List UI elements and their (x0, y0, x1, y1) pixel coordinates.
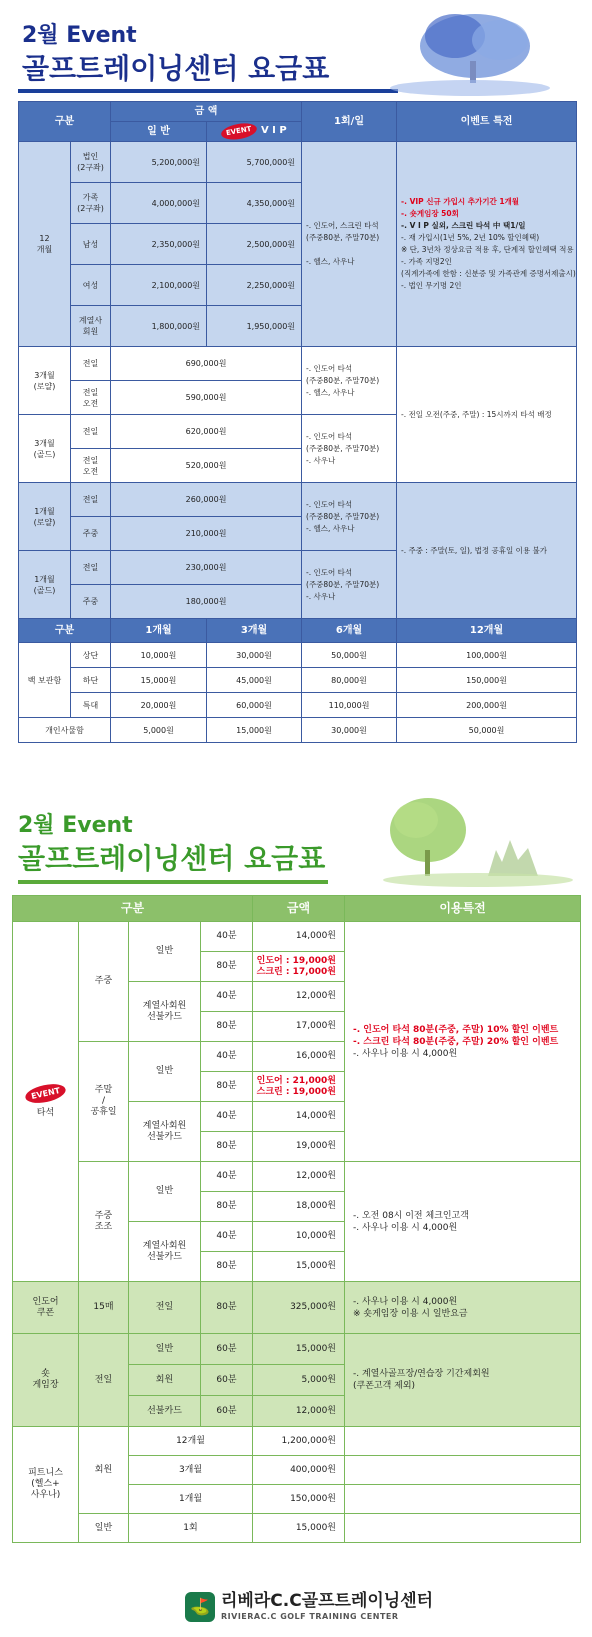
fitness-general: 일반 (79, 1514, 129, 1543)
visit-1g: -. 인도어 타석 (주중80분, 주말70분) -. 사우나 (302, 551, 397, 619)
price-1r-wd: 210,000원 (111, 517, 302, 551)
mo-g-40: 40분 (201, 1162, 253, 1192)
price-fitness-3m: 400,000원 (253, 1456, 345, 1485)
page-title-2: 골프트레이닝센터 요금표 (18, 842, 326, 875)
price-family-general: 4,000,000원 (111, 183, 207, 224)
header-gubun-2: 구분 (13, 896, 253, 922)
price-male-vip: 2,500,000원 (207, 224, 302, 265)
locker-personal-12m: 50,000원 (397, 718, 577, 743)
coupon-allday: 전일 (129, 1282, 201, 1334)
benefit-line-6: -. 가족 지명2인 (401, 257, 452, 266)
period-1m-royal: 1개월 (로얄) (19, 483, 71, 551)
weekend-label: 주말 / 공휴일 (79, 1042, 129, 1162)
price-short-member: 5,000원 (253, 1365, 345, 1396)
we-general: 일반 (129, 1042, 201, 1102)
locker-personal-3m: 15,000원 (207, 718, 302, 743)
period-3m-royal: 3개월 (로얄) (19, 347, 71, 415)
short-g-60: 60분 (201, 1334, 253, 1365)
price-short-card: 12,000원 (253, 1396, 345, 1427)
benefit-morning (345, 1162, 581, 1282)
price-male-general: 2,350,000원 (111, 224, 207, 265)
weekday-label: 주중 (79, 922, 129, 1042)
price-1g-wd: 180,000원 (111, 585, 302, 619)
brand-logo (185, 1590, 434, 1630)
benefit-mo-1: -. 오전 08시 이전 체크인고객 (353, 1210, 469, 1221)
benefit-1m: -. 주중 : 주말(토, 일), 법정 공휴일 이용 불가 (397, 483, 577, 619)
fitness-once: 1회 (129, 1514, 253, 1543)
we-g-40: 40분 (201, 1042, 253, 1072)
row-3r-am: 전일 오전 (71, 381, 111, 415)
we-g-80: 80분 (201, 1072, 253, 1102)
price-we-g80 (253, 1072, 345, 1102)
benefit-line-4: -. 재 가입시(1년 5%, 2년 10% 할인혜택) (401, 233, 540, 242)
benefit-line-2: -. 숏게임장 50회 (401, 209, 459, 218)
short-label: 숏 게임장 (13, 1334, 79, 1427)
benefit-ta-1: -. 인도어 타석 80분(주중, 주말) 10% 할인 이벤트 (353, 1024, 559, 1035)
benefit-coupon (345, 1282, 581, 1334)
header-gubun: 구분 (19, 102, 111, 142)
row-male: 남성 (71, 224, 111, 265)
locker-lower-1m: 15,000원 (111, 668, 207, 693)
period-1m-gold: 1개월 (골드) (19, 551, 71, 619)
mo-general: 일반 (129, 1162, 201, 1222)
period-3m-gold: 3개월 (골드) (19, 415, 71, 483)
mo-g-80: 80분 (201, 1192, 253, 1222)
benefit-c-1: -. 사우나 이용 시 4,000원 (353, 1296, 458, 1307)
price-we-a40: 14,000원 (253, 1102, 345, 1132)
short-c-60: 60분 (201, 1396, 253, 1427)
benefit-short: -. 계열사골프장/연습장 기간제회원 (쿠폰고객 제외) (345, 1334, 581, 1427)
price-mo-a40: 10,000원 (253, 1222, 345, 1252)
price-we-g40: 16,000원 (253, 1042, 345, 1072)
price-3g-am: 520,000원 (111, 449, 302, 483)
header-benefit-2: 이용특전 (345, 896, 581, 922)
price-corp-general: 5,200,000원 (111, 142, 207, 183)
we-a-80: 80분 (201, 1132, 253, 1162)
row-3g-all: 전일 (71, 415, 111, 449)
price-wd-g80-indoor: 인도어 : 19,000원 (256, 955, 336, 966)
benefit-c-2: ※ 숏게임장 이용 시 일반요금 (353, 1308, 468, 1319)
price-wd-g40: 14,000원 (253, 922, 345, 952)
benefit-ta-3: -. 사우나 이용 시 4,000원 (353, 1048, 458, 1059)
locker-header-1m: 1개월 (111, 619, 207, 643)
locker-bag: 백 보관함 (19, 643, 71, 718)
locker-upper-12m: 100,000원 (397, 643, 577, 668)
price-female-vip: 2,250,000원 (207, 265, 302, 306)
visit-3r: -. 인도어 타석 (주중80분, 주말70분) -. 헬스, 사우나 (302, 347, 397, 415)
price-corp-vip: 5,700,000원 (207, 142, 302, 183)
event-title-1: 2월 Event (22, 23, 137, 48)
header-general: 일 반 (111, 122, 207, 142)
locker-header-gubun: 구분 (19, 619, 111, 643)
price-3r-am: 590,000원 (111, 381, 302, 415)
benefit-mo-2: -. 사우나 이용 시 4,000원 (353, 1222, 458, 1233)
event-badge-2: EVENT (24, 1080, 68, 1105)
brand-subtitle: RIVIERAC.C GOLF TRAINING CENTER (221, 1612, 399, 1621)
visit-1r: -. 인도어 타석 (주중80분, 주말70분) -. 헬스, 사우나 (302, 483, 397, 551)
row-1r-wd: 주중 (71, 517, 111, 551)
price-3r-all: 690,000원 (111, 347, 302, 381)
price-coupon: 325,000원 (253, 1282, 345, 1334)
coupon-count: 15매 (79, 1282, 129, 1334)
wd-general: 일반 (129, 922, 201, 982)
wd-g-80: 80분 (201, 952, 253, 982)
title-underline-1 (18, 89, 398, 93)
period-12m: 12 개월 (19, 142, 71, 347)
fitness-member: 회원 (79, 1427, 129, 1514)
price-3g-all: 620,000원 (111, 415, 302, 449)
locker-special-12m: 200,000원 (397, 693, 577, 718)
row-1g-wd: 주중 (71, 585, 111, 619)
price-wd-a40: 12,000원 (253, 982, 345, 1012)
benefit-line-3: -. V I P 실외, 스크린 타석 中 택1/일 (401, 221, 526, 230)
row-1g-all: 전일 (71, 551, 111, 585)
locker-special-1m: 20,000원 (111, 693, 207, 718)
benefit-line-8: -. 법인 무기명 2인 (401, 281, 462, 290)
benefit-line-1: -. VIP 신규 가입시 추가기간 1개월 (401, 197, 520, 206)
price-1g-all: 230,000원 (111, 551, 302, 585)
price-mo-g40: 12,000원 (253, 1162, 345, 1192)
coupon-label: 인도어 쿠폰 (13, 1282, 79, 1334)
short-m-60: 60분 (201, 1365, 253, 1396)
fitness-label: 피트니스 (헬스+ 사우나) (13, 1427, 79, 1543)
row-1r-all: 전일 (71, 483, 111, 517)
short-card: 선불카드 (129, 1396, 201, 1427)
header-benefit: 이벤트 특전 (397, 102, 577, 142)
short-member: 회원 (129, 1365, 201, 1396)
benefit-fitness-1m (345, 1485, 581, 1514)
price-member-vip: 1,950,000원 (207, 306, 302, 347)
locker-header-3m: 3개월 (207, 619, 302, 643)
taseok-label: 타석 (36, 1107, 55, 1118)
green-tree-icon (378, 790, 578, 888)
price-fitness-once: 15,000원 (253, 1514, 345, 1543)
price-1r-all: 260,000원 (111, 483, 302, 517)
price-wd-g80-screen: 스크린 : 17,000원 (256, 966, 336, 977)
locker-upper-1m: 10,000원 (111, 643, 207, 668)
price-we-g80-screen: 스크린 : 19,000원 (256, 1086, 336, 1097)
locker-header-6m: 6개월 (302, 619, 397, 643)
blue-tree-icon (360, 6, 580, 96)
locker-special-3m: 60,000원 (207, 693, 302, 718)
wd-affil: 계열사회원 선불카드 (129, 982, 201, 1042)
golfer-icon: ⛳ (185, 1592, 215, 1622)
benefit-line-7: (직계가족에 한함 : 신분증 및 가족관계 증명서제출시) (401, 269, 576, 278)
header-visit: 1회/일 (302, 102, 397, 142)
benefit-fitness-12m (345, 1427, 581, 1456)
title-underline-2 (18, 880, 328, 884)
benefit-fitness-3m (345, 1456, 581, 1485)
locker-upper: 상단 (71, 643, 111, 668)
wd-a-40: 40분 (201, 982, 253, 1012)
row-3g-am: 전일 오전 (71, 449, 111, 483)
header-vip (207, 122, 302, 142)
brand-name: 리베라C.C골프트레이닝센터 (221, 1591, 434, 1611)
benefit-12m (397, 142, 577, 347)
price-fitness-12m: 1,200,000원 (253, 1427, 345, 1456)
event-title-2: 2월 Event (18, 813, 133, 838)
price-we-a80: 19,000원 (253, 1132, 345, 1162)
locker-personal-1m: 5,000원 (111, 718, 207, 743)
locker-personal-6m: 30,000원 (302, 718, 397, 743)
price-short-general: 15,000원 (253, 1334, 345, 1365)
price-family-vip: 4,350,000원 (207, 183, 302, 224)
locker-header-12m: 12개월 (397, 619, 577, 643)
price-fitness-1m: 150,000원 (253, 1485, 345, 1514)
locker-special-6m: 110,000원 (302, 693, 397, 718)
vip-label: V I P (260, 125, 287, 136)
row-family: 가족 (2구좌) (71, 183, 111, 224)
wd-g-40: 40분 (201, 922, 253, 952)
price-mo-a80: 15,000원 (253, 1252, 345, 1282)
locker-lower-6m: 80,000원 (302, 668, 397, 693)
price-member-general: 1,800,000원 (111, 306, 207, 347)
short-allday: 전일 (79, 1334, 129, 1427)
locker-upper-6m: 50,000원 (302, 643, 397, 668)
price-mo-g80: 18,000원 (253, 1192, 345, 1222)
row-member: 계열사 회원 (71, 306, 111, 347)
morning-label: 주중 조조 (79, 1162, 129, 1282)
fitness-1m: 1개월 (129, 1485, 253, 1514)
fitness-3m: 3개월 (129, 1456, 253, 1485)
price-wd-a80: 17,000원 (253, 1012, 345, 1042)
row-3r-all: 전일 (71, 347, 111, 381)
mo-a-80: 80분 (201, 1252, 253, 1282)
locker-special: 특대 (71, 693, 111, 718)
benefit-fitness-once (345, 1514, 581, 1543)
event-badge: EVENT (220, 121, 258, 142)
price-we-g80-indoor: 인도어 : 21,000원 (256, 1075, 336, 1086)
benefit-ta-2: -. 스크린 타석 80분(주중, 주말) 20% 할인 이벤트 (353, 1036, 559, 1047)
price-wd-g80 (253, 952, 345, 982)
row-corp: 법인 (2구좌) (71, 142, 111, 183)
header-price-2: 금액 (253, 896, 345, 922)
page-title-1: 골프트레이닝센터 요금표 (22, 52, 330, 85)
we-affil: 계열사회원 선불카드 (129, 1102, 201, 1162)
locker-personal: 개인사물함 (19, 718, 111, 743)
we-a-40: 40분 (201, 1102, 253, 1132)
wd-a-80: 80분 (201, 1012, 253, 1042)
benefit-line-5: ※ 단, 3년차 정상요금 적용 후, 단계적 할인혜택 적용 (401, 245, 574, 254)
price-female-general: 2,100,000원 (111, 265, 207, 306)
locker-lower-12m: 150,000원 (397, 668, 577, 693)
visit-12m: -. 인도어, 스크린 타석 (주중80분, 주말70분) -. 헬스, 사우나 (302, 142, 397, 347)
benefit-taseok (345, 922, 581, 1162)
visit-3g: -. 인도어 타석 (주중80분, 주말70분) -. 사우나 (302, 415, 397, 483)
mo-a-40: 40분 (201, 1222, 253, 1252)
locker-upper-3m: 30,000원 (207, 643, 302, 668)
taseok-cell (13, 922, 79, 1282)
usage-fee-table (12, 895, 581, 1543)
locker-lower-3m: 45,000원 (207, 668, 302, 693)
benefit-3m: -. 전일 오전(주중, 주말) : 15시까지 타석 배정 (397, 347, 577, 483)
coupon-80: 80분 (201, 1282, 253, 1334)
fitness-12m: 12개월 (129, 1427, 253, 1456)
locker-lower: 하단 (71, 668, 111, 693)
short-general: 일반 (129, 1334, 201, 1365)
row-female: 여성 (71, 265, 111, 306)
membership-fee-table (18, 101, 577, 743)
mo-affil: 계열사회원 선불카드 (129, 1222, 201, 1282)
header-price: 금 액 (111, 102, 302, 122)
